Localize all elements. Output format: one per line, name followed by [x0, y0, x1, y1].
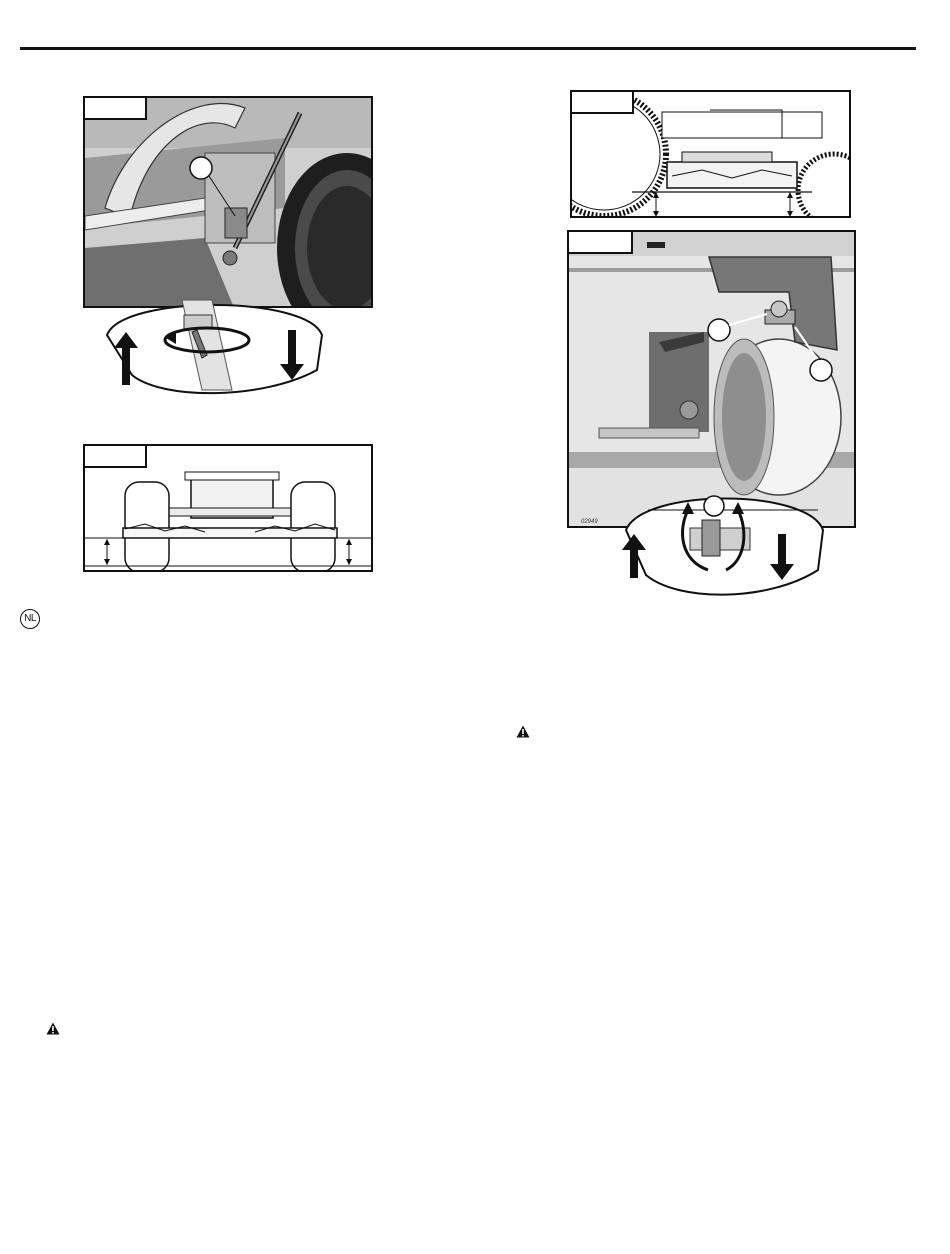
figure-number-tab: [572, 92, 634, 114]
warning-triangle-icon: [516, 725, 530, 738]
figure-cable-adjustment: [83, 96, 373, 308]
figure-number-tab: [569, 232, 633, 254]
figure-gauge-wheel: [567, 230, 856, 528]
figure-gauge-inset: [618, 490, 828, 600]
figure-cable-inset: [102, 290, 332, 400]
language-badge-icon: NL: [20, 609, 40, 629]
warning-triangle-icon: [46, 1022, 60, 1035]
figure-deck-front-view: [83, 444, 373, 572]
header-rule: [20, 47, 916, 50]
figure-cable-adjustment-drawing: [85, 98, 373, 308]
figure-number-tab: [85, 98, 147, 120]
figure-number-tab: [85, 446, 147, 468]
figure-gauge-wheel-drawing: [569, 232, 856, 528]
figure-code-label: 02949: [581, 519, 598, 525]
figure-deck-side-view: [570, 90, 851, 218]
